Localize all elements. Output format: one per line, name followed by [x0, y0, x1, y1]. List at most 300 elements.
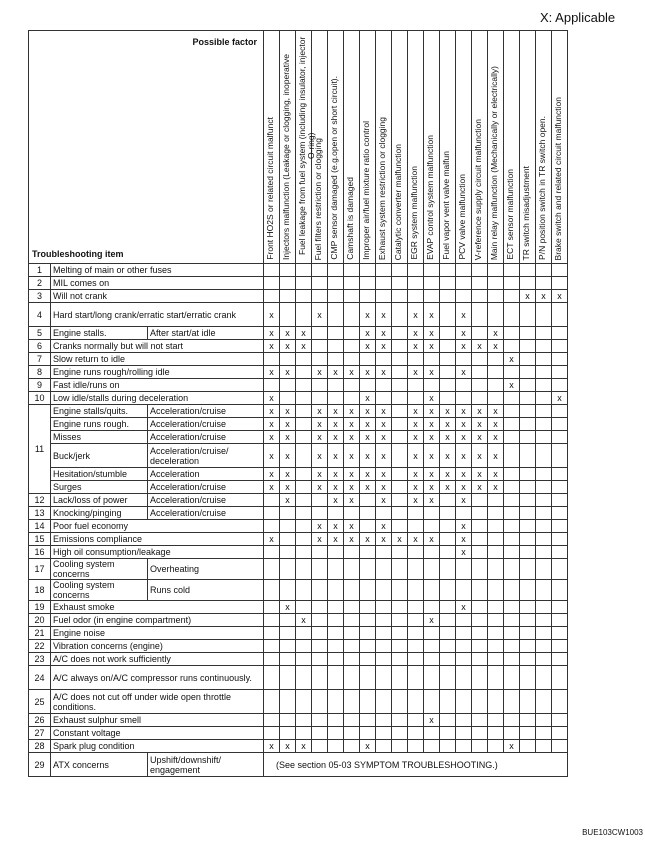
applicability-cell	[520, 614, 536, 627]
applicable-mark: x	[333, 521, 338, 531]
applicability-cell	[360, 303, 376, 327]
applicability-cell	[360, 559, 376, 580]
applicability-cell	[440, 303, 456, 327]
applicability-cell	[472, 418, 488, 431]
applicability-cell	[456, 340, 472, 353]
applicable-mark: x	[333, 482, 338, 492]
applicability-cell	[456, 277, 472, 290]
applicability-cell	[504, 666, 520, 690]
applicability-cell	[472, 392, 488, 405]
factor-header	[488, 31, 504, 264]
applicability-cell	[296, 494, 312, 507]
symptom-item: Hard start/long crank/erratic start/erratic crank	[51, 303, 264, 327]
applicable-mark: x	[461, 328, 466, 338]
applicability-cell	[312, 690, 328, 714]
applicable-mark: x	[413, 432, 418, 442]
applicability-cell	[344, 290, 360, 303]
applicability-cell	[344, 431, 360, 444]
applicability-cell	[520, 444, 536, 468]
applicability-cell	[392, 740, 408, 753]
applicability-cell	[456, 714, 472, 727]
applicability-cell	[520, 601, 536, 614]
applicability-cell	[440, 559, 456, 580]
applicability-cell	[312, 481, 328, 494]
applicability-cell	[520, 431, 536, 444]
applicability-cell	[376, 468, 392, 481]
applicability-cell	[536, 444, 552, 468]
applicable-mark: x	[349, 432, 354, 442]
applicable-mark: x	[445, 419, 450, 429]
applicability-cell	[472, 520, 488, 533]
applicability-cell	[328, 601, 344, 614]
applicability-cell	[472, 366, 488, 379]
applicability-cell	[408, 740, 424, 753]
applicability-cell	[296, 727, 312, 740]
applicability-cell	[392, 507, 408, 520]
applicability-cell	[536, 379, 552, 392]
applicable-mark: x	[461, 482, 466, 492]
applicability-cell	[488, 546, 504, 559]
applicability-cell	[504, 614, 520, 627]
applicability-cell	[312, 431, 328, 444]
factor-label: PCV valve malfunction	[457, 174, 467, 260]
symptom-item: Cranks normally but will not start	[51, 340, 264, 353]
applicable-mark: x	[429, 406, 434, 416]
applicability-cell	[424, 418, 440, 431]
applicability-cell	[536, 340, 552, 353]
table-row	[29, 546, 568, 559]
table-row	[29, 614, 568, 627]
table-row	[29, 601, 568, 614]
applicability-cell	[552, 468, 568, 481]
applicability-cell	[376, 559, 392, 580]
applicable-mark: x	[461, 406, 466, 416]
applicability-cell	[360, 614, 376, 627]
applicability-cell	[440, 740, 456, 753]
applicable-mark: x	[365, 482, 370, 492]
troubleshooting-item-label: Troubleshooting item	[32, 249, 124, 259]
applicability-cell	[344, 405, 360, 418]
applicable-mark: x	[493, 450, 498, 461]
table-row	[29, 327, 568, 340]
applicability-cell	[280, 366, 296, 379]
applicability-cell	[536, 580, 552, 601]
applicable-mark: x	[381, 341, 386, 351]
applicability-cell	[312, 640, 328, 653]
see-section-note: (See section 05-03 SYMPTOM TROUBLESHOOTING.)	[264, 753, 568, 777]
applicability-cell	[408, 601, 424, 614]
symptom-item: Spark plug condition	[51, 740, 264, 753]
table-row	[29, 753, 568, 777]
applicability-cell	[424, 340, 440, 353]
factor-header	[552, 31, 568, 264]
applicable-mark: x	[285, 469, 290, 479]
applicability-cell	[408, 264, 424, 277]
applicability-cell	[280, 614, 296, 627]
applicability-cell	[408, 580, 424, 601]
applicability-cell	[280, 290, 296, 303]
factor-label: Fuel filters restriction or clogging	[313, 137, 323, 260]
applicability-cell	[520, 533, 536, 546]
symptom-condition: Acceleration/cruise	[148, 431, 264, 444]
applicability-cell	[440, 431, 456, 444]
applicability-cell	[264, 494, 280, 507]
applicability-cell	[472, 277, 488, 290]
symptom-item: Emissions compliance	[51, 533, 264, 546]
applicability-cell	[488, 740, 504, 753]
factor-header	[408, 31, 424, 264]
applicability-cell	[488, 405, 504, 418]
applicability-cell	[376, 340, 392, 353]
applicability-cell	[424, 580, 440, 601]
symptom-condition: Upshift/downshift/ engagement	[148, 753, 264, 777]
applicable-mark: x	[429, 432, 434, 442]
applicability-cell	[328, 431, 344, 444]
applicability-cell	[344, 340, 360, 353]
applicability-cell	[328, 290, 344, 303]
applicability-cell	[552, 327, 568, 340]
applicability-cell	[520, 264, 536, 277]
applicability-cell	[344, 653, 360, 666]
applicability-cell	[376, 601, 392, 614]
applicability-cell	[488, 379, 504, 392]
table-row	[29, 353, 568, 366]
applicability-cell	[424, 366, 440, 379]
applicability-cell	[344, 379, 360, 392]
factor-header	[264, 31, 280, 264]
applicable-mark: x	[317, 419, 322, 429]
applicable-mark: x	[333, 432, 338, 442]
applicability-cell	[520, 353, 536, 366]
applicable-mark: x	[429, 450, 434, 461]
applicability-cell	[488, 666, 504, 690]
applicability-cell	[344, 418, 360, 431]
table-row	[29, 507, 568, 520]
applicability-cell	[392, 405, 408, 418]
applicability-cell	[280, 666, 296, 690]
applicable-mark: x	[461, 419, 466, 429]
applicable-mark: x	[429, 309, 434, 320]
symptom-item: Engine stalls/quits.	[51, 405, 148, 418]
applicability-cell	[552, 533, 568, 546]
applicability-cell	[424, 277, 440, 290]
applicability-cell	[488, 727, 504, 740]
applicable-mark: x	[445, 482, 450, 492]
applicable-mark: x	[301, 615, 306, 625]
applicability-cell	[344, 277, 360, 290]
applicability-cell	[536, 533, 552, 546]
symptom-item: Engine runs rough.	[51, 418, 148, 431]
row-number: 23	[29, 653, 51, 666]
table-row	[29, 290, 568, 303]
applicability-cell	[344, 640, 360, 653]
applicable-mark: x	[285, 482, 290, 492]
table-row	[29, 405, 568, 418]
applicability-cell	[552, 627, 568, 640]
applicability-cell	[440, 379, 456, 392]
applicability-cell	[488, 366, 504, 379]
applicability-cell	[360, 392, 376, 405]
applicable-mark: x	[269, 482, 274, 492]
applicable-mark: x	[413, 419, 418, 429]
row-number: 25	[29, 690, 51, 714]
symptom-condition: Acceleration	[148, 468, 264, 481]
applicability-cell	[424, 353, 440, 366]
applicability-cell	[328, 546, 344, 559]
symptom-condition: After start/at idle	[148, 327, 264, 340]
applicability-cell	[280, 740, 296, 753]
applicability-cell	[440, 468, 456, 481]
applicability-cell	[264, 481, 280, 494]
applicability-cell	[456, 366, 472, 379]
symptom-condition: Acceleration/cruise	[148, 481, 264, 494]
applicability-cell	[280, 303, 296, 327]
applicable-mark: x	[509, 741, 514, 751]
symptom-item: Buck/jerk	[51, 444, 148, 468]
applicable-mark: x	[445, 450, 450, 461]
applicability-cell	[504, 290, 520, 303]
applicability-cell	[360, 327, 376, 340]
symptom-item: Misses	[51, 431, 148, 444]
applicability-cell	[520, 740, 536, 753]
applicability-cell	[280, 507, 296, 520]
applicability-cell	[440, 353, 456, 366]
applicability-cell	[376, 533, 392, 546]
applicability-cell	[520, 666, 536, 690]
applicability-cell	[328, 653, 344, 666]
applicability-cell	[488, 444, 504, 468]
applicability-cell	[264, 627, 280, 640]
applicable-mark: x	[477, 341, 482, 351]
applicability-cell	[536, 546, 552, 559]
applicability-cell	[296, 614, 312, 627]
applicability-cell	[376, 392, 392, 405]
applicable-mark: x	[333, 450, 338, 461]
applicability-cell	[472, 727, 488, 740]
applicability-cell	[456, 327, 472, 340]
applicability-cell	[392, 303, 408, 327]
applicability-cell	[488, 580, 504, 601]
applicability-cell	[440, 601, 456, 614]
applicability-cell	[456, 559, 472, 580]
applicable-mark: x	[445, 406, 450, 416]
applicability-cell	[296, 507, 312, 520]
applicable-mark: x	[317, 482, 322, 492]
applicability-cell	[376, 405, 392, 418]
applicability-cell	[280, 580, 296, 601]
applicability-cell	[296, 290, 312, 303]
applicability-cell	[408, 507, 424, 520]
applicable-mark: x	[349, 406, 354, 416]
applicability-cell	[344, 727, 360, 740]
applicability-cell	[552, 405, 568, 418]
applicability-cell	[520, 546, 536, 559]
applicability-cell	[328, 666, 344, 690]
applicable-mark: x	[269, 450, 274, 461]
applicability-cell	[392, 290, 408, 303]
applicability-cell	[408, 379, 424, 392]
symptom-item: Exhaust sulphur smell	[51, 714, 264, 727]
applicability-cell	[408, 690, 424, 714]
applicability-cell	[440, 690, 456, 714]
applicability-cell	[360, 277, 376, 290]
applicability-cell	[360, 340, 376, 353]
applicability-cell	[504, 714, 520, 727]
applicable-mark: x	[285, 367, 290, 377]
applicability-cell	[440, 327, 456, 340]
applicability-cell	[360, 640, 376, 653]
applicability-cell	[264, 714, 280, 727]
applicability-cell	[312, 366, 328, 379]
symptom-item: Engine noise	[51, 627, 264, 640]
applicable-mark: x	[269, 432, 274, 442]
applicability-cell	[360, 468, 376, 481]
applicability-cell	[392, 494, 408, 507]
applicability-cell	[408, 353, 424, 366]
applicability-cell	[376, 264, 392, 277]
applicable-mark: x	[493, 469, 498, 479]
applicable-mark: x	[429, 482, 434, 492]
applicability-cell	[440, 520, 456, 533]
applicability-cell	[472, 444, 488, 468]
applicability-cell	[360, 740, 376, 753]
applicability-cell	[312, 714, 328, 727]
applicability-cell	[504, 481, 520, 494]
table-row	[29, 714, 568, 727]
applicability-cell	[392, 444, 408, 468]
applicability-cell	[344, 690, 360, 714]
applicability-cell	[296, 601, 312, 614]
applicability-cell	[440, 444, 456, 468]
symptom-condition: Acceleration/cruise	[148, 507, 264, 520]
applicability-cell	[504, 690, 520, 714]
applicability-cell	[392, 468, 408, 481]
applicable-mark: x	[429, 328, 434, 338]
applicability-cell	[312, 264, 328, 277]
applicable-mark: x	[477, 419, 482, 429]
applicability-cell	[376, 520, 392, 533]
applicable-mark: x	[413, 328, 418, 338]
applicability-cell	[472, 481, 488, 494]
applicability-cell	[376, 580, 392, 601]
applicable-mark: x	[349, 469, 354, 479]
applicable-mark: x	[333, 367, 338, 377]
applicability-cell	[344, 481, 360, 494]
applicability-cell	[408, 303, 424, 327]
applicable-mark: x	[429, 615, 434, 625]
figure-code: BUE103CW1003	[582, 828, 643, 837]
applicability-cell	[264, 366, 280, 379]
factor-label: Camshaft is damaged	[345, 177, 355, 260]
applicability-cell	[328, 714, 344, 727]
applicability-cell	[536, 727, 552, 740]
applicable-mark: x	[493, 432, 498, 442]
applicability-cell	[360, 666, 376, 690]
applicability-cell	[472, 714, 488, 727]
applicability-cell	[504, 366, 520, 379]
applicable-mark: x	[381, 450, 386, 461]
applicability-cell	[536, 640, 552, 653]
applicability-cell	[424, 727, 440, 740]
legend-applicable: X: Applicable	[540, 10, 616, 25]
applicable-mark: x	[365, 341, 370, 351]
applicable-mark: x	[477, 406, 482, 416]
applicability-cell	[280, 340, 296, 353]
applicability-cell	[552, 601, 568, 614]
applicability-cell	[488, 627, 504, 640]
table-row	[29, 580, 568, 601]
applicability-cell	[536, 601, 552, 614]
applicability-cell	[520, 507, 536, 520]
table-row	[29, 640, 568, 653]
applicability-cell	[264, 690, 280, 714]
applicability-cell	[392, 327, 408, 340]
applicable-mark: x	[269, 741, 274, 751]
applicability-cell	[440, 727, 456, 740]
applicability-cell	[520, 418, 536, 431]
applicable-mark: x	[461, 309, 466, 320]
applicable-mark: x	[365, 432, 370, 442]
applicability-cell	[344, 714, 360, 727]
applicability-cell	[520, 481, 536, 494]
applicability-cell	[360, 481, 376, 494]
applicable-mark: x	[365, 367, 370, 377]
applicable-mark: x	[365, 741, 370, 751]
applicability-cell	[392, 340, 408, 353]
applicable-mark: x	[317, 534, 322, 544]
row-number: 27	[29, 727, 51, 740]
applicability-cell	[552, 640, 568, 653]
applicability-cell	[424, 559, 440, 580]
applicability-cell	[264, 418, 280, 431]
applicability-cell	[552, 379, 568, 392]
applicability-cell	[504, 277, 520, 290]
applicability-cell	[408, 627, 424, 640]
applicable-mark: x	[333, 495, 338, 505]
applicability-cell	[424, 264, 440, 277]
possible-factor-label: Possible factor	[192, 37, 257, 47]
applicable-mark: x	[285, 741, 290, 751]
applicable-mark: x	[269, 367, 274, 377]
applicability-cell	[472, 507, 488, 520]
symptom-item: ATX concerns	[51, 753, 148, 777]
applicable-mark: x	[525, 291, 530, 301]
applicability-cell	[296, 559, 312, 580]
applicability-cell	[536, 520, 552, 533]
factor-header	[440, 31, 456, 264]
applicability-cell	[424, 640, 440, 653]
applicability-cell	[312, 340, 328, 353]
applicability-cell	[296, 653, 312, 666]
applicable-mark: x	[381, 521, 386, 531]
symptom-condition: Runs cold	[148, 580, 264, 601]
applicability-cell	[296, 431, 312, 444]
symptom-item: Will not crank	[51, 290, 264, 303]
applicable-mark: x	[509, 354, 514, 364]
applicability-cell	[360, 264, 376, 277]
row-number: 29	[29, 753, 51, 777]
table-row	[29, 444, 568, 468]
applicability-cell	[488, 520, 504, 533]
applicable-mark: x	[269, 469, 274, 479]
applicable-mark: x	[365, 534, 370, 544]
applicability-cell	[424, 614, 440, 627]
applicability-cell	[536, 468, 552, 481]
applicable-mark: x	[269, 309, 274, 320]
applicability-cell	[280, 418, 296, 431]
applicability-cell	[296, 690, 312, 714]
applicability-cell	[344, 546, 360, 559]
